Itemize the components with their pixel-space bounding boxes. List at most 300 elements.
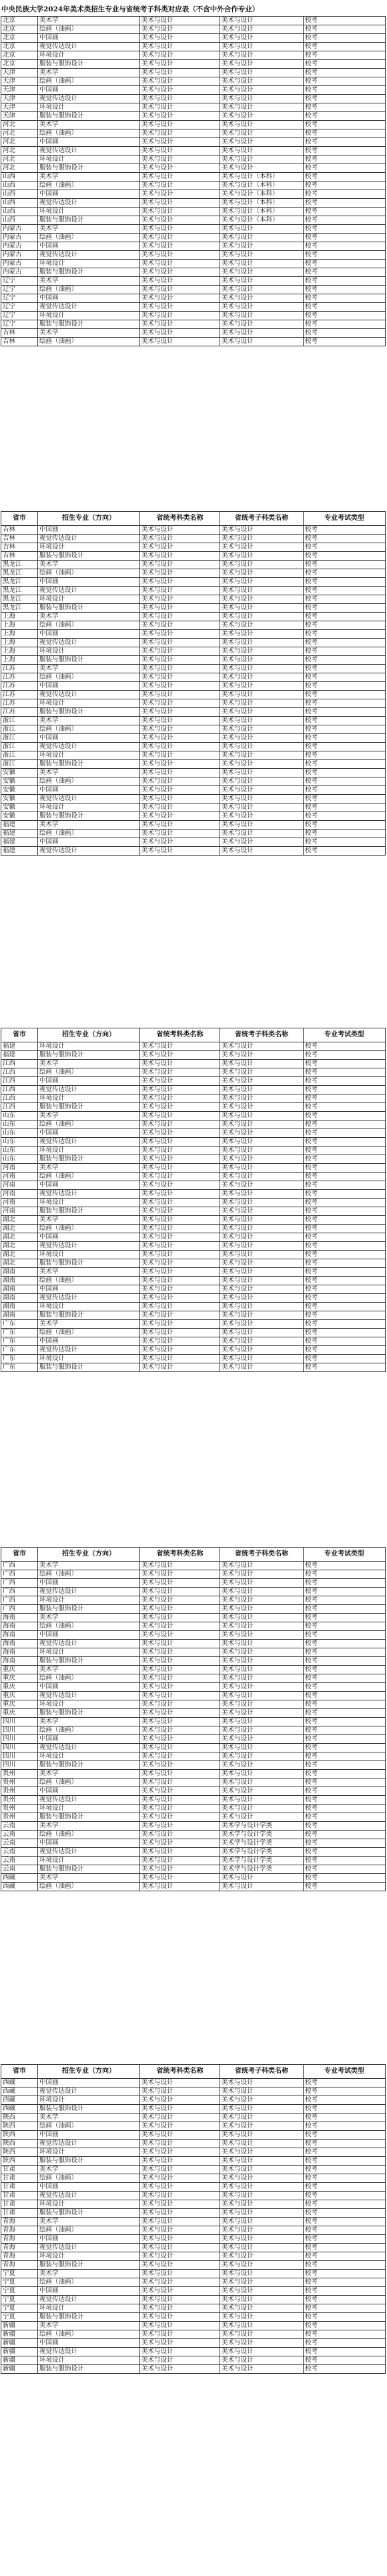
exam-type-cell: 校考 bbox=[304, 1614, 386, 1622]
table-row bbox=[1, 1060, 386, 1068]
province-cell: 青海 bbox=[1, 2235, 38, 2244]
category-cell: 美术与设计 bbox=[140, 199, 220, 208]
table-row bbox=[1, 630, 386, 639]
category-cell: 美术与设计 bbox=[140, 1779, 220, 1787]
subcategory-cell: 美术与设计 bbox=[220, 2096, 304, 2105]
category-cell: 美术与设计 bbox=[140, 1120, 220, 1129]
major-cell: 环境设计 bbox=[38, 803, 140, 812]
table-row bbox=[1, 708, 386, 717]
category-cell: 美术与设计 bbox=[140, 613, 220, 621]
province-cell: 天津 bbox=[1, 103, 38, 112]
subcategory-cell: 美术与设计 bbox=[220, 2079, 304, 2087]
exam-type-cell: 校考 bbox=[304, 1631, 386, 1640]
exam-type-cell: 校考 bbox=[304, 2235, 386, 2244]
province-cell: 内蒙古 bbox=[1, 225, 38, 234]
major-cell: 服装与服饰设计 bbox=[38, 1363, 140, 1372]
subcategory-cell: 美术与设计 bbox=[220, 1129, 304, 1138]
table-row bbox=[1, 1657, 386, 1666]
table-row bbox=[1, 1692, 386, 1700]
subcategory-cell: 美术与设计 bbox=[220, 2209, 304, 2218]
exam-type-cell: 校考 bbox=[304, 182, 386, 190]
subcategory-cell: 美术与设计 bbox=[220, 1744, 304, 1752]
exam-type-cell: 校考 bbox=[304, 621, 386, 630]
table-row bbox=[1, 673, 386, 682]
table-row bbox=[1, 251, 386, 260]
major-cell: 环境设计 bbox=[38, 208, 140, 216]
major-cell: 绘画（油画） bbox=[38, 673, 140, 682]
province-cell: 辽宁 bbox=[1, 286, 38, 294]
table-row bbox=[1, 2096, 386, 2105]
major-cell: 视觉传达设计 bbox=[38, 1588, 140, 1596]
province-cell: 西藏 bbox=[1, 2079, 38, 2087]
table-row bbox=[1, 164, 386, 173]
subcategory-cell: 美术与设计（本科） bbox=[220, 216, 304, 225]
province-cell: 河南 bbox=[1, 1207, 38, 1216]
exam-type-cell: 校考 bbox=[304, 1718, 386, 1726]
table-row bbox=[1, 303, 386, 312]
major-cell: 环境设计 bbox=[38, 2148, 140, 2157]
table-row bbox=[1, 2087, 386, 2096]
exam-type-cell: 校考 bbox=[304, 1839, 386, 1848]
subcategory-cell: 美术与设计 bbox=[220, 2226, 304, 2235]
province-cell: 云南 bbox=[1, 1848, 38, 1857]
table-row bbox=[1, 1355, 386, 1363]
exam-type-cell: 校考 bbox=[304, 2322, 386, 2330]
subcategory-cell: 美术与设计 bbox=[220, 1112, 304, 1120]
table-row bbox=[1, 1605, 386, 1614]
category-cell: 美术与设计 bbox=[140, 1233, 220, 1242]
exam-type-cell: 校考 bbox=[304, 60, 386, 69]
category-cell: 美术与设计 bbox=[140, 2348, 220, 2356]
exam-type-cell: 校考 bbox=[304, 2313, 386, 2322]
province-cell: 辽宁 bbox=[1, 277, 38, 286]
major-cell: 绘画（油画） bbox=[38, 1570, 140, 1579]
category-cell: 美术与设计 bbox=[140, 595, 220, 604]
major-cell: 视觉传达设计 bbox=[38, 1190, 140, 1199]
exam-type-cell: 校考 bbox=[304, 535, 386, 543]
exam-type-cell: 校考 bbox=[304, 786, 386, 795]
subcategory-cell: 美术与设计 bbox=[220, 1242, 304, 1251]
subcategory-cell: 美术与设计 bbox=[220, 830, 304, 838]
subcategory-cell: 美术与设计 bbox=[220, 121, 304, 129]
major-cell: 视觉传达设计 bbox=[38, 1294, 140, 1303]
province-cell: 海南 bbox=[1, 1640, 38, 1648]
subcategory-cell: 美术与设计 bbox=[220, 1562, 304, 1570]
exam-type-cell: 校考 bbox=[304, 1155, 386, 1164]
header-row bbox=[1, 1028, 386, 1042]
exam-type-cell: 校考 bbox=[304, 77, 386, 86]
exam-type-cell: 校考 bbox=[304, 2278, 386, 2287]
subcategory-cell: 美术与设计 bbox=[220, 1320, 304, 1329]
province-cell: 山东 bbox=[1, 1147, 38, 1155]
major-cell: 服装与服饰设计 bbox=[38, 1051, 140, 1060]
exam-type-cell: 校考 bbox=[304, 613, 386, 621]
table-row bbox=[1, 1718, 386, 1726]
major-cell: 绘画（油画） bbox=[38, 338, 140, 346]
table-row bbox=[1, 1329, 386, 1337]
category-cell: 美术与设计 bbox=[140, 1683, 220, 1692]
category-cell: 美术与设计 bbox=[140, 2270, 220, 2278]
table-row bbox=[1, 95, 386, 103]
column-header: 招生专业（方向） bbox=[38, 2065, 140, 2079]
major-cell: 绘画（油画） bbox=[38, 1779, 140, 1787]
column-header: 专业考试类型 bbox=[304, 1548, 386, 1562]
exam-type-cell: 校考 bbox=[304, 234, 386, 242]
subcategory-cell: 美术与设计 bbox=[220, 1190, 304, 1199]
table-row bbox=[1, 1112, 386, 1120]
table-row bbox=[1, 1770, 386, 1779]
subcategory-cell: 美术与设计 bbox=[220, 2140, 304, 2148]
table-row bbox=[1, 312, 386, 320]
province-cell: 广西 bbox=[1, 1605, 38, 1614]
category-cell: 美术与设计 bbox=[140, 1190, 220, 1199]
province-cell: 山西 bbox=[1, 208, 38, 216]
category-cell: 美术与设计 bbox=[140, 656, 220, 665]
subcategory-cell: 美术与设计 bbox=[220, 1311, 304, 1320]
subcategory-cell: 美术与设计 bbox=[220, 1303, 304, 1311]
subcategory-cell: 美术与设计 bbox=[220, 277, 304, 286]
table-row bbox=[1, 1138, 386, 1147]
major-cell: 视觉传达设计 bbox=[38, 199, 140, 208]
exam-type-cell: 校考 bbox=[304, 1268, 386, 1277]
table-row bbox=[1, 77, 386, 86]
major-cell: 服装与服饰设计 bbox=[38, 1259, 140, 1268]
exam-type-cell: 校考 bbox=[304, 1622, 386, 1631]
exam-type-cell: 校考 bbox=[304, 812, 386, 821]
table-row bbox=[1, 69, 386, 77]
province-cell: 吉林 bbox=[1, 329, 38, 338]
subcategory-cell: 美术学与设计学类 bbox=[220, 1831, 304, 1839]
category-cell: 美术与设计 bbox=[140, 1666, 220, 1674]
province-cell: 新疆 bbox=[1, 2330, 38, 2339]
subcategory-cell: 美术与设计 bbox=[220, 1068, 304, 1077]
major-cell: 美术学 bbox=[38, 69, 140, 77]
table-row bbox=[1, 190, 386, 199]
exam-type-cell: 校考 bbox=[304, 242, 386, 251]
subcategory-cell: 美术与设计 bbox=[220, 2105, 304, 2114]
subcategory-cell: 美术学与设计学类 bbox=[220, 1857, 304, 1865]
major-cell: 美术学 bbox=[38, 613, 140, 621]
province-cell: 黑龙江 bbox=[1, 587, 38, 595]
subcategory-cell: 美术与设计 bbox=[220, 1120, 304, 1129]
province-cell: 内蒙古 bbox=[1, 251, 38, 260]
table-row bbox=[1, 1796, 386, 1805]
subcategory-cell: 美术与设计 bbox=[220, 147, 304, 155]
province-cell: 湖南 bbox=[1, 1303, 38, 1311]
exam-type-cell: 校考 bbox=[304, 1164, 386, 1173]
table-row bbox=[1, 129, 386, 138]
exam-type-cell: 校考 bbox=[304, 1233, 386, 1242]
province-cell: 贵州 bbox=[1, 1805, 38, 1813]
category-cell: 美术与设计 bbox=[140, 112, 220, 121]
table-row bbox=[1, 743, 386, 751]
major-cell: 环境设计 bbox=[38, 1094, 140, 1103]
subcategory-cell: 美术与设计 bbox=[220, 1251, 304, 1259]
subcategory-cell: 美术与设计 bbox=[220, 1657, 304, 1666]
category-cell: 美术与设计 bbox=[140, 699, 220, 708]
exam-type-cell: 校考 bbox=[304, 43, 386, 51]
table-row bbox=[1, 1614, 386, 1622]
subcategory-cell: 美术与设计 bbox=[220, 1346, 304, 1355]
major-cell: 服装与服饰设计 bbox=[38, 1103, 140, 1112]
table-row bbox=[1, 2322, 386, 2330]
table-row bbox=[1, 2166, 386, 2174]
major-cell: 服装与服饰设计 bbox=[38, 812, 140, 821]
subcategory-cell: 美术与设计 bbox=[220, 1181, 304, 1190]
exam-type-cell: 校考 bbox=[304, 1752, 386, 1761]
exam-type-cell: 校考 bbox=[304, 1363, 386, 1372]
category-cell: 美术与设计 bbox=[140, 543, 220, 552]
table-row bbox=[1, 2131, 386, 2140]
major-cell: 环境设计 bbox=[38, 1857, 140, 1865]
exam-type-cell: 校考 bbox=[304, 2114, 386, 2122]
subcategory-cell: 美术与设计 bbox=[220, 1683, 304, 1692]
subcategory-cell: 美术与设计（本科） bbox=[220, 208, 304, 216]
subcategory-cell: 美术与设计 bbox=[220, 77, 304, 86]
table-row bbox=[1, 1648, 386, 1657]
province-cell: 黑龙江 bbox=[1, 595, 38, 604]
table-row bbox=[1, 2339, 386, 2348]
province-cell: 安徽 bbox=[1, 812, 38, 821]
exam-type-cell: 校考 bbox=[304, 95, 386, 103]
category-cell: 美术与设计 bbox=[140, 587, 220, 595]
column-header: 省统考子科类名称 bbox=[220, 512, 304, 526]
subcategory-cell: 美术学与设计学类 bbox=[220, 1865, 304, 1874]
category-cell: 美术与设计 bbox=[140, 2096, 220, 2105]
exam-type-cell: 校考 bbox=[304, 1692, 386, 1700]
table-row bbox=[1, 225, 386, 234]
subcategory-cell: 美术与设计 bbox=[220, 2183, 304, 2192]
subcategory-cell: 美术与设计 bbox=[220, 95, 304, 103]
category-cell: 美术与设计 bbox=[140, 821, 220, 830]
province-cell: 西藏 bbox=[1, 2087, 38, 2096]
province-cell: 青海 bbox=[1, 2244, 38, 2252]
major-cell: 中国画 bbox=[38, 34, 140, 43]
subcategory-cell: 美术与设计 bbox=[220, 2296, 304, 2304]
table-row bbox=[1, 569, 386, 578]
province-cell: 湖南 bbox=[1, 1294, 38, 1303]
subcategory-cell: 美术与设计 bbox=[220, 2087, 304, 2096]
subcategory-cell: 美术与设计 bbox=[220, 1787, 304, 1796]
column-header: 省统考科类名称 bbox=[140, 1028, 220, 1042]
subcategory-cell: 美术与设计 bbox=[220, 578, 304, 587]
province-cell: 浙江 bbox=[1, 734, 38, 743]
table-row bbox=[1, 34, 386, 43]
exam-type-cell: 校考 bbox=[304, 604, 386, 613]
province-cell: 贵州 bbox=[1, 1813, 38, 1822]
table-row bbox=[1, 1068, 386, 1077]
table-row bbox=[1, 1857, 386, 1865]
province-cell: 湖南 bbox=[1, 1268, 38, 1277]
province-cell: 安徽 bbox=[1, 795, 38, 803]
category-cell: 美术与设计 bbox=[140, 155, 220, 164]
subcategory-cell: 美术与设计 bbox=[220, 1666, 304, 1674]
category-cell: 美术与设计 bbox=[140, 639, 220, 647]
major-cell: 中国画 bbox=[38, 1337, 140, 1346]
subcategory-cell: 美术与设计 bbox=[220, 2348, 304, 2356]
subcategory-cell: 美术与设计 bbox=[220, 1622, 304, 1631]
exam-type-cell: 校考 bbox=[304, 1735, 386, 1744]
category-cell: 美术与设计 bbox=[140, 2218, 220, 2226]
table-row bbox=[1, 1700, 386, 1709]
exam-type-cell: 校考 bbox=[304, 682, 386, 691]
category-cell: 美术与设计 bbox=[140, 1640, 220, 1648]
table-row bbox=[1, 86, 386, 95]
exam-type-cell: 校考 bbox=[304, 1813, 386, 1822]
province-cell: 安徽 bbox=[1, 777, 38, 786]
major-cell: 环境设计 bbox=[38, 1355, 140, 1363]
subcategory-cell: 美术与设计 bbox=[220, 51, 304, 60]
major-cell: 中国画 bbox=[38, 2183, 140, 2192]
exam-type-cell: 校考 bbox=[304, 2261, 386, 2270]
major-cell: 美术学 bbox=[38, 2166, 140, 2174]
major-cell: 绘画（油画） bbox=[38, 1329, 140, 1337]
table-row bbox=[1, 803, 386, 812]
major-cell: 美术学 bbox=[38, 121, 140, 129]
exam-type-cell: 校考 bbox=[304, 1579, 386, 1588]
major-cell: 视觉传达设计 bbox=[38, 1692, 140, 1700]
major-cell: 绘画（油画） bbox=[38, 1120, 140, 1129]
subcategory-cell: 美术与设计 bbox=[220, 1285, 304, 1294]
major-cell: 美术学 bbox=[38, 1268, 140, 1277]
province-cell: 贵州 bbox=[1, 1779, 38, 1787]
exam-type-cell: 校考 bbox=[304, 1822, 386, 1831]
column-header: 招生专业（方向） bbox=[38, 1548, 140, 1562]
province-cell: 北京 bbox=[1, 17, 38, 25]
table-row bbox=[1, 1094, 386, 1103]
table-row bbox=[1, 1259, 386, 1268]
table-row bbox=[1, 17, 386, 25]
category-cell: 美术与设计 bbox=[140, 329, 220, 338]
subcategory-cell: 美术与设计 bbox=[220, 1294, 304, 1303]
table-row bbox=[1, 1337, 386, 1346]
exam-type-cell: 校考 bbox=[304, 2079, 386, 2087]
exam-type-cell: 校考 bbox=[304, 1761, 386, 1770]
province-cell: 广西 bbox=[1, 1596, 38, 1605]
table-row bbox=[1, 751, 386, 760]
table-row bbox=[1, 2140, 386, 2148]
major-cell: 服装与服饰设计 bbox=[38, 2313, 140, 2322]
major-cell: 环境设计 bbox=[38, 260, 140, 268]
major-cell: 视觉传达设计 bbox=[38, 1242, 140, 1251]
exam-type-cell: 校考 bbox=[304, 1562, 386, 1570]
category-cell: 美术与设计 bbox=[140, 77, 220, 86]
subcategory-cell: 美术与设计 bbox=[220, 1329, 304, 1337]
category-cell: 美术与设计 bbox=[140, 95, 220, 103]
category-cell: 美术与设计 bbox=[140, 1631, 220, 1640]
subcategory-cell: 美术与设计 bbox=[220, 1268, 304, 1277]
category-cell: 美术与设计 bbox=[140, 1700, 220, 1709]
category-cell: 美术与设计 bbox=[140, 2114, 220, 2122]
column-header: 省统考科类名称 bbox=[140, 2065, 220, 2079]
exam-type-cell: 校考 bbox=[304, 847, 386, 856]
province-cell: 海南 bbox=[1, 1657, 38, 1666]
province-cell: 云南 bbox=[1, 1865, 38, 1874]
category-cell: 美术与设计 bbox=[140, 1103, 220, 1112]
province-cell: 吉林 bbox=[1, 535, 38, 543]
exam-type-cell: 校考 bbox=[304, 2105, 386, 2114]
subcategory-cell: 美术与设计 bbox=[220, 699, 304, 708]
category-cell: 美术与设计 bbox=[140, 2313, 220, 2322]
province-cell: 江苏 bbox=[1, 699, 38, 708]
province-cell: 宁夏 bbox=[1, 2287, 38, 2296]
table-row bbox=[1, 760, 386, 769]
province-cell: 内蒙古 bbox=[1, 234, 38, 242]
subcategory-cell: 美术与设计 bbox=[220, 1692, 304, 1700]
table-row bbox=[1, 1752, 386, 1761]
table-row bbox=[1, 1173, 386, 1181]
category-cell: 美术与设计 bbox=[140, 604, 220, 613]
exam-type-cell: 校考 bbox=[304, 1060, 386, 1068]
category-cell: 美术与设计 bbox=[140, 2322, 220, 2330]
province-cell: 陕西 bbox=[1, 2148, 38, 2157]
category-cell: 美术与设计 bbox=[140, 2304, 220, 2313]
exam-type-cell: 校考 bbox=[304, 1086, 386, 1094]
table-row bbox=[1, 2356, 386, 2365]
exam-type-cell: 校考 bbox=[304, 1648, 386, 1657]
category-cell: 美术与设计 bbox=[140, 1077, 220, 1086]
table-row bbox=[1, 526, 386, 535]
table-row bbox=[1, 103, 386, 112]
province-cell: 吉林 bbox=[1, 552, 38, 561]
province-cell: 广西 bbox=[1, 1588, 38, 1596]
table-row bbox=[1, 2174, 386, 2183]
exam-type-cell: 校考 bbox=[304, 673, 386, 682]
major-cell: 绘画（油画） bbox=[38, 2278, 140, 2287]
province-cell: 北京 bbox=[1, 60, 38, 69]
category-cell: 美术与设计 bbox=[140, 2356, 220, 2365]
province-cell: 西藏 bbox=[1, 1883, 38, 1891]
exam-type-cell: 校考 bbox=[304, 1848, 386, 1857]
major-cell: 绘画（油画） bbox=[38, 2226, 140, 2235]
subcategory-cell: 美术与设计 bbox=[220, 1077, 304, 1086]
major-cell: 美术学 bbox=[38, 2322, 140, 2330]
subcategory-cell: 美术与设计 bbox=[220, 604, 304, 613]
province-cell: 重庆 bbox=[1, 1683, 38, 1692]
exam-type-cell: 校考 bbox=[304, 803, 386, 812]
province-cell: 云南 bbox=[1, 1831, 38, 1839]
exam-type-cell: 校考 bbox=[304, 1588, 386, 1596]
exam-type-cell: 校考 bbox=[304, 760, 386, 769]
province-cell: 广西 bbox=[1, 1579, 38, 1588]
major-cell: 环境设计 bbox=[38, 1147, 140, 1155]
subcategory-cell: 美术与设计 bbox=[220, 587, 304, 595]
subcategory-cell: 美术与设计 bbox=[220, 1103, 304, 1112]
major-cell: 中国画 bbox=[38, 1787, 140, 1796]
table-page bbox=[1, 1028, 385, 1372]
category-cell: 美术与设计 bbox=[140, 2209, 220, 2218]
province-cell: 西藏 bbox=[1, 2105, 38, 2114]
province-cell: 湖北 bbox=[1, 1233, 38, 1242]
subcategory-cell: 美术与设计 bbox=[220, 665, 304, 673]
subcategory-cell: 美术与设计 bbox=[220, 708, 304, 717]
province-cell: 重庆 bbox=[1, 1666, 38, 1674]
column-header: 省市 bbox=[1, 1028, 38, 1042]
exam-type-cell: 校考 bbox=[304, 1147, 386, 1155]
category-cell: 美术与设计 bbox=[140, 2079, 220, 2087]
exam-type-cell: 校考 bbox=[304, 639, 386, 647]
province-cell: 安徽 bbox=[1, 786, 38, 795]
category-cell: 美术与设计 bbox=[140, 251, 220, 260]
table-row bbox=[1, 1077, 386, 1086]
category-cell: 美术与设计 bbox=[140, 838, 220, 847]
major-cell: 美术学 bbox=[38, 821, 140, 830]
category-cell: 美术与设计 bbox=[140, 1129, 220, 1138]
table-row bbox=[1, 1190, 386, 1199]
exam-type-cell: 校考 bbox=[304, 303, 386, 312]
major-cell: 环境设计 bbox=[38, 1042, 140, 1051]
exam-type-cell: 校考 bbox=[304, 578, 386, 587]
